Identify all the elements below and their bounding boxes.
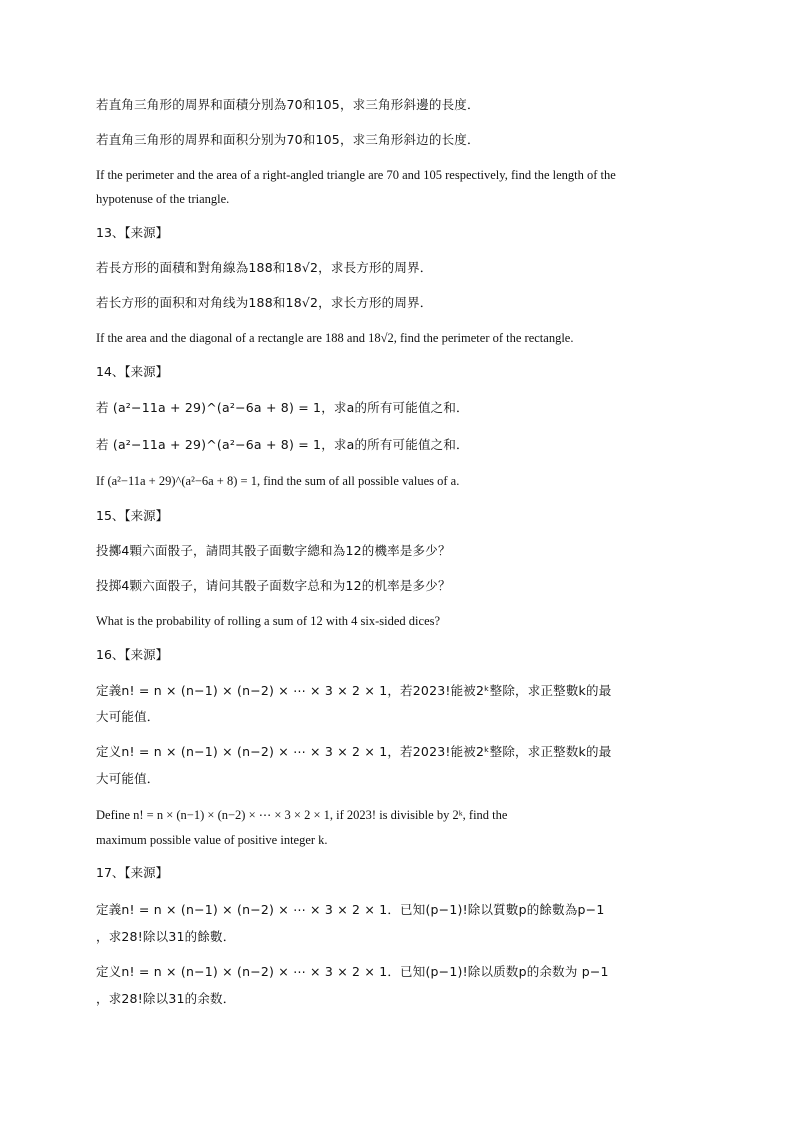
q13-traditional-text: 若長方形的面積和對角線為188和18√2，求長方形的周界． [96,260,433,275]
q12-english-text-line2: hypotenuse of the triangle. [96,192,230,206]
q13-simplified-text: 若长方形的面积和对角线为188和18√2，求长方形的周界． [96,295,433,310]
q17-heading: 17、【来源】 [96,865,169,880]
q12-traditional-text: 若直角三角形的周界和面積分別為70和105，求三角形斜邊的長度． [96,97,480,112]
q15-english-text: What is the probability of rolling a sum of 12 with 4 six-sided dices? [96,614,441,628]
q14-english-text: If (a²−11a + 29)^(a²−6a + 8) = 1, find the sum of all possible values of a. [96,474,460,488]
q13-english-text: If the area and the diagonal of a rectangle are 188 and 18√2, find the perimeter of the rectangle. [96,331,574,345]
q15-heading: 15、【来源】 [96,508,169,523]
q14-traditional-text: 若 (a²−11a + 29)^(a²−6a + 8) = 1，求a的所有可能值之和． [96,400,469,415]
q16-traditional-text-line2: 大可能值． [96,709,160,724]
q12-simplified-text: 若直角三角形的周界和面积分别为70和105，求三角形斜边的长度． [96,132,480,147]
q16-heading: 16、【来源】 [96,647,169,662]
q15-simplified-text: 投掷4颗六面骰子，请问其骰子面数字总和为12的机率是多少？ [96,578,451,593]
q16-traditional-text-line1: 定義n! = n × (n−1) × (n−2) × ⋯ × 3 × 2 × 1，若2023!能被2ᵏ整除，求正整數k的最 [96,683,612,698]
q17-traditional-text-line2: ，求28!除以31的餘數． [96,929,236,944]
q15-traditional-text: 投擲4顆六面骰子，請問其骰子面數字總和為12的機率是多少？ [96,543,451,558]
q16-english-text-line2: maximum possible value of positive integer k. [96,833,328,847]
q16-english-text-line1: Define n! = n × (n−1) × (n−2) × ⋯ × 3 × 2 × 1, if 2023! is divisible by 2ᵏ, find the [96,808,508,822]
q14-heading: 14、【来源】 [96,364,169,379]
q16-simplified-text-line1: 定义n! = n × (n−1) × (n−2) × ⋯ × 3 × 2 × 1，若2023!能被2ᵏ整除，求正整数k的最 [96,744,612,759]
q16-simplified-text-line2: 大可能值． [96,771,160,786]
q12-english-text-line1: If the perimeter and the area of a right-angled triangle are 70 and 105 respectively, find the length of the [96,168,616,182]
q17-simplified-text-line2: ，求28!除以31的余数． [96,991,236,1006]
q13-heading: 13、【来源】 [96,225,169,240]
q17-traditional-text-line1: 定義n! = n × (n−1) × (n−2) × ⋯ × 3 × 2 × 1．已知(p−1)!除以質數p的餘數為p−1 [96,902,605,917]
q17-simplified-text-line1: 定义n! = n × (n−1) × (n−2) × ⋯ × 3 × 2 × 1．已知(p−1)!除以质数p的余数为 p−1 [96,964,609,979]
q14-simplified-text: 若 (a²−11a + 29)^(a²−6a + 8) = 1，求a的所有可能值之和． [96,437,469,452]
